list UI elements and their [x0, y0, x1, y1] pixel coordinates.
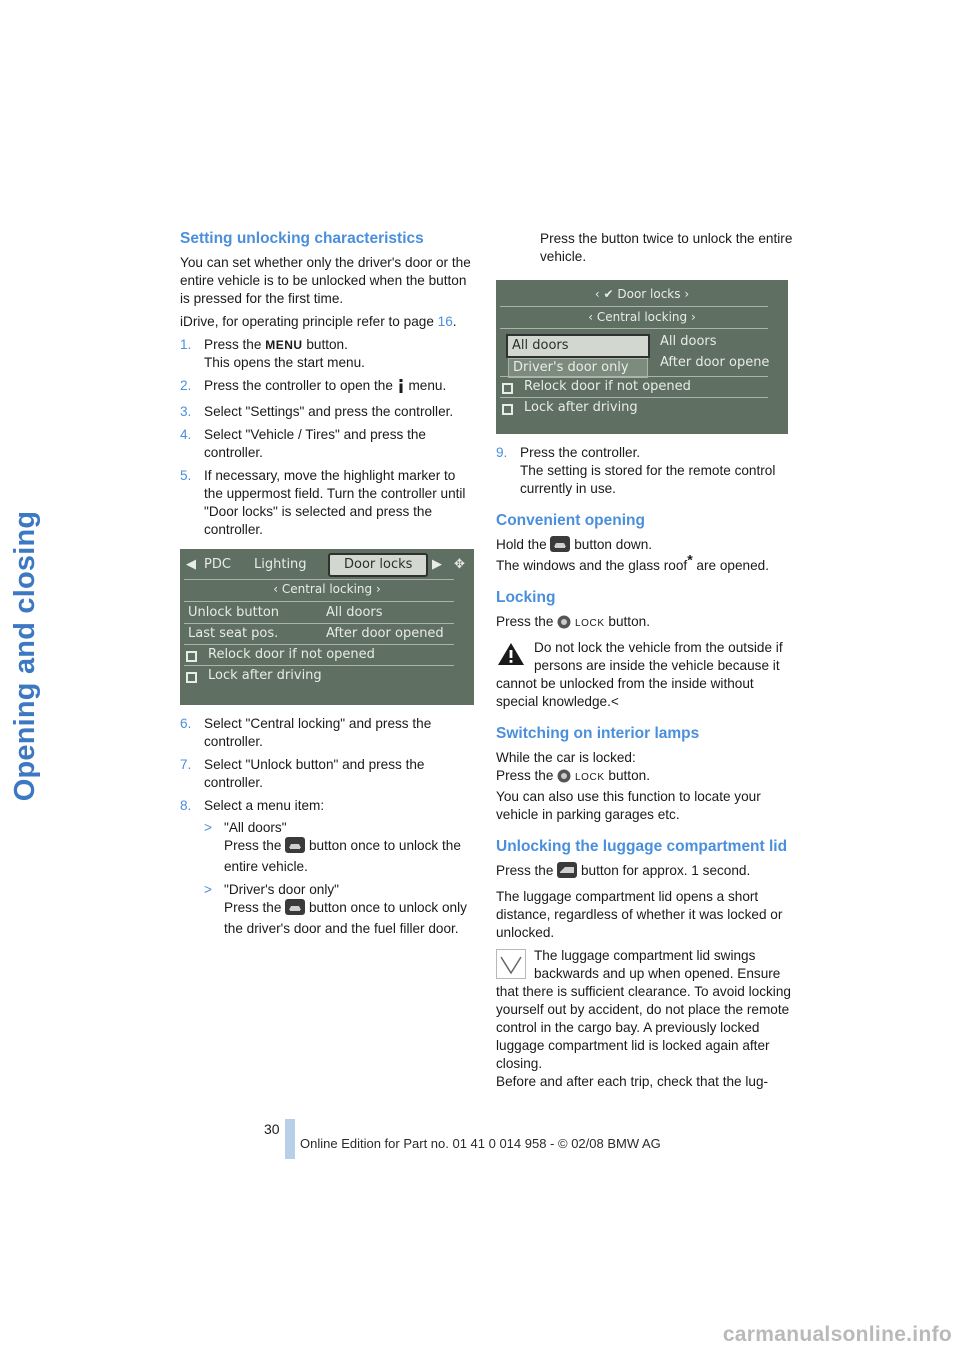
step-8: 8. Select a menu item: > "All doors" Press the button once to unlock the entire vehicle. > "Driver's door only" Press the button once to unlock only the driver's door and the fuel filler door. [180, 797, 472, 938]
section-heading-convenient-opening: Convenient opening [496, 512, 645, 529]
trunk-button-icon [557, 862, 577, 883]
warning-note: Do not lock the vehicle from the outside if persons are inside the vehicle because it cannot be unlocked from the inside without special knowledge.< [496, 640, 783, 709]
lock-button-icon [557, 769, 571, 788]
step-6: 6. Select "Central locking" and press the controller. [180, 716, 432, 749]
section-heading-unlocking: Setting unlocking characteristics [180, 230, 424, 247]
chapter-side-title: Opening and closing [9, 510, 41, 802]
step-5: 5. If necessary, move the highlight marker to the uppermost field. Turn the controller until "Door locks" is selected and press the controller. [180, 468, 466, 537]
optional-equipment-star: * [687, 551, 693, 568]
section-heading-luggage-compartment: Unlocking the luggage compartment lid [496, 838, 788, 855]
step-9: 9. Press the controller. The setting is stored for the remote control currently in use. [496, 445, 776, 496]
step-2: 2. Press the controller to open the menu. [180, 377, 472, 398]
unlock-button-icon [285, 899, 305, 920]
left-column [180, 230, 472, 943]
info-icon [397, 379, 405, 398]
page-link[interactable]: 16 [437, 314, 453, 329]
left-arrow-icon: ‹ [594, 287, 600, 301]
settings-icon: ✥ [454, 557, 465, 572]
step-7: 7. Select "Unlock button" and press the controller. [180, 757, 425, 790]
tab-door-locks: Door locks [328, 553, 428, 577]
watermark: carmanualsonline.info [722, 1323, 952, 1346]
right-arrow-icon: › [684, 287, 690, 301]
idrive-screen-door-locks: ◀ PDC Lighting Door locks ▶ ✥ ‹ Central locking › Unlock button All doors Last seat pos. After door opened Relock door if not opened Lock after driving [180, 549, 474, 705]
left-arrow-icon: ◀ [186, 557, 196, 572]
tab-pdc: PDC [204, 557, 231, 572]
section-heading-interior-lamps: Switching on interior lamps [496, 725, 700, 742]
step-1: 1. Press the MENU button. This opens the start menu. [180, 337, 365, 370]
option-all-doors-highlight: All doors [506, 334, 650, 358]
convenient-opening-text: Hold the button down. The windows and the glass roof* are opened. [496, 537, 769, 573]
lock-button-icon [557, 615, 571, 634]
right-arrow-icon: ▶ [432, 557, 442, 572]
idrive-reference: iDrive, for operating principle refer to page 16. [180, 314, 457, 329]
step-3: 3. Select "Settings" and press the controller. [180, 404, 454, 419]
right-column [496, 230, 794, 1096]
key-icon: ✔ [603, 287, 614, 301]
steps-list-3 [496, 444, 794, 498]
luggage-paragraph-2: The luggage compartment lid opens a short distance, regardless of whether it was locked or unlocked. [496, 889, 783, 940]
checkbox-icon [502, 383, 513, 394]
step-4: 4. Select "Vehicle / Tires" and press the controller. [180, 427, 426, 460]
checkbox-icon [186, 672, 197, 683]
info-note: The luggage compartment lid swings backwards and up when opened. Ensure that there is sufficient clearance. To avoid locking yourself out by accident, do not place the remote control in the cargo bay. A previously locked luggage compartment lid is locked again after closing. Before and after each trip, check that the lug- [496, 948, 791, 1089]
luggage-text: Press the button for approx. 1 second. [496, 862, 794, 883]
menu-item-options [204, 819, 472, 938]
footer-accent-bar [285, 1119, 295, 1159]
checkbox-icon [502, 404, 513, 415]
footer-edition-text: Online Edition for Part no. 01 41 0 014 958 - © 02/08 BMW AG [300, 1136, 661, 1151]
note-checkmark-icon [496, 949, 526, 979]
warning-triangle-icon [496, 641, 526, 667]
intro-paragraph: You can set whether only the driver's door or the entire vehicle is to be unlocked when the button is pressed for the first time. [180, 255, 471, 306]
menu-button-icon: MENU [265, 338, 303, 352]
steps-list-1 [180, 336, 472, 539]
interior-lamps-text: While the car is locked: Press the LOCK button. You can also use this function to locate your vehicle in parking garages etc. [496, 750, 761, 822]
unlock-button-icon [285, 837, 305, 858]
idrive-screen-central-locking: ‹ ✔ Door locks › ‹ Central locking › All doors Driver's door only All doors After door opene Relock door if not opened Lock after driving [496, 280, 788, 434]
locking-text: Press the LOCK button. [496, 613, 794, 634]
tab-lighting: Lighting [254, 557, 307, 572]
subheader-central-locking: Central locking [281, 582, 373, 596]
continuation-text: Press the button twice to unlock the entire vehicle. [540, 231, 793, 264]
option-drivers-door-only: > "Driver's door only" Press the button once to unlock only the driver's door and the fuel filler door. [204, 882, 467, 936]
page-number: 30 [264, 1121, 280, 1137]
option-all-doors: > "All doors" Press the button once to unlock the entire vehicle. [204, 820, 461, 874]
section-heading-locking: Locking [496, 589, 556, 606]
unlock-button-icon [550, 536, 570, 557]
option-drivers-door: Driver's door only [508, 358, 648, 378]
steps-list-2 [180, 715, 472, 938]
checkbox-icon [186, 651, 197, 662]
